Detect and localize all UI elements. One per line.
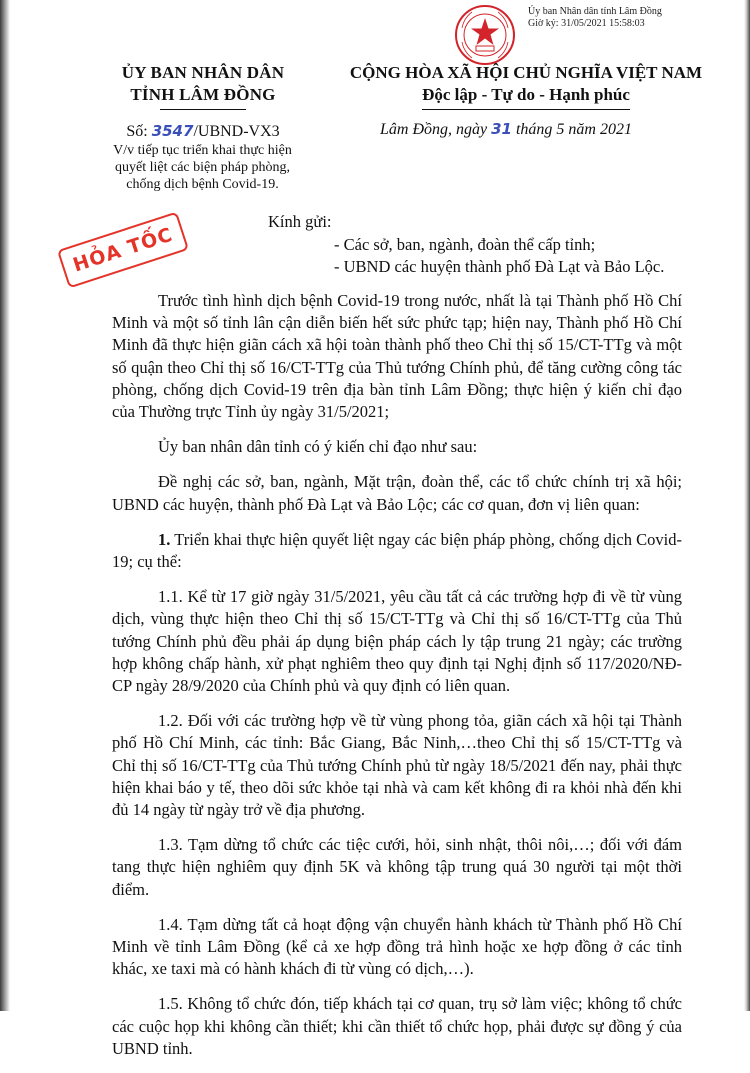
body-paragraph-1-4: 1.4. Tạm dừng tất cả hoạt động vận chuyển hành khách từ Thành phố Hồ Chí Minh về tỉnh Lâm Đồng (kể cả xe hợp đồng trả hình hoặc xe hợp đồng ở các tỉnh khác, xe taxi mà có hành khách đi từ vùng có dịch,…). <box>112 914 682 979</box>
body-paragraph: Đề nghị các sở, ban, ngành, Mặt trận, đoàn thể, các tổ chức chính trị xã hội; UBND các huyện, thành phố Đà Lạt và Bảo Lộc; các cơ quan, đơn vị liên quan: <box>112 472 682 514</box>
signature-signer: Ủy ban Nhân dân tỉnh Lâm Đồng <box>528 6 662 17</box>
body-paragraph: Trước tình hình dịch bệnh Covid-19 trong nước, nhất là tại Thành phố Hồ Chí Minh và một số tỉnh lân cận diễn biến hết sức phức tạp; hiện nay, Thành phố Hồ Chí Minh đã thực hiện giãn cách xã hội toàn thành phố theo Chỉ thị số 15/CT-TTg và một số quận theo Chỉ thị số 16/CT-TTg của Thủ tướng Chính phủ, để tăng cường công tác phòng, chống dịch Covid-19 trên địa bàn tỉnh Lâm Đồng; thực hiện ý kiến chỉ đạo của Thường trực Tỉnh ủy ngày 31/5/2021; <box>112 291 682 422</box>
document-number-prefix: Số: <box>126 123 152 140</box>
agency-underline <box>160 109 246 110</box>
date-suffix: tháng 5 năm 2021 <box>511 121 632 138</box>
body-paragraph-1-5: 1.5. Không tổ chức đón, tiếp khách tại cơ quan, trụ sở làm việc; không tổ chức các cuộc họp khi không cần thiết; khi cần thiết tổ chức họp, phải được sự đồng ý của UBND tỉnh. <box>112 994 682 1058</box>
document-number-handwritten: 3547 <box>151 122 194 140</box>
national-emblem-seal-icon <box>454 4 516 66</box>
urgent-stamp: HỎA TỐC <box>57 212 189 289</box>
date-prefix: Lâm Đồng, ngày <box>380 121 492 138</box>
document-body <box>112 290 682 1073</box>
date-day-handwritten: 31 <box>491 120 512 138</box>
subject-line: quyết liệt các biện pháp phòng, <box>115 160 290 175</box>
recipient-item: - UBND các huyện thành phố Đà Lạt và Bảo Lộc. <box>334 257 665 276</box>
motto-underline <box>422 109 630 110</box>
body-paragraph-1-2: 1.2. Đối với các trường hợp về từ vùng phong tỏa, giãn cách xã hội tại Thành phố Hồ Chí Minh, các tỉnh: Bắc Giang, Bắc Ninh,…theo Chỉ thị số 15/CT-TTg và Chỉ thị số 16/CT-TTg của Thủ tướng Chính phủ từ ngày 18/5/2021 đến nay, phải thực hiện khai báo y tế, theo dõi sức khỏe tại nhà và cam kết không đi ra khỏi nhà đến khi đủ 14 ngày từ ngày trở về địa phương. <box>112 711 682 820</box>
body-paragraph-1-1: 1.1. Kể từ 17 giờ ngày 31/5/2021, yêu cầu tất cả các trường hợp đi về từ vùng dịch, vùng thực hiện theo Chỉ thị số 15/CT-TTg và Chỉ thị số 16/CT-TTg của Thủ tướng Chính phủ đều phải áp dụng biện pháp cách ly tập trung 21 ngày; các trường hợp không chấp hành, xử phạt nghiêm theo quy định tại Nghị định số 117/2020/NĐ-CP ngày 28/9/2020 của Chính phủ và quy định có liên quan. <box>112 587 682 696</box>
document-number-suffix: /UBND-VX3 <box>193 123 280 140</box>
document-number <box>103 121 303 142</box>
greeting-label: Kính gửi: <box>268 212 332 231</box>
body-paragraph: Ủy ban nhân dân tỉnh có ý kiến chỉ đạo như sau: <box>158 437 478 457</box>
subject-line: chống dịch bệnh Covid-19. <box>126 177 279 192</box>
subject-line: V/v tiếp tục triển khai thực hiện <box>113 143 292 158</box>
national-title: CỘNG HÒA XÃ HỘI CHỦ NGHĨA VIỆT NAM <box>349 63 703 82</box>
scan-left-edge <box>0 0 10 1011</box>
agency-header <box>98 62 308 110</box>
body-paragraph-section-1 <box>112 529 682 573</box>
national-header <box>316 62 736 110</box>
agency-name-line1: ỦY BAN NHÂN DÂN <box>121 63 285 82</box>
section-text: Triển khai thực hiện quyết liệt ngay các biện pháp phòng, chống dịch Covid-19; cụ thể: <box>112 529 682 572</box>
document-subject <box>95 142 310 193</box>
section-number: 1. <box>158 529 171 549</box>
recipient-item: - Các sở, ban, ngành, đoàn thể cấp tỉnh; <box>334 235 596 254</box>
agency-name-line2: TỈNH LÂM ĐỒNG <box>130 85 276 104</box>
body-paragraph-1-3: 1.3. Tạm dừng tổ chức các tiệc cưới, hỏi, sinh nhật, thôi nôi,…; đối với đám tang thực hiện nghiêm quy định 5K và không tập trung quá 30 người tại một thời điểm. <box>112 835 682 899</box>
national-motto: Độc lập - Tự do - Hạnh phúc <box>422 85 630 104</box>
signature-time: Giờ ký: 31/05/2021 15:58:03 <box>528 18 645 29</box>
scan-right-edge <box>744 0 750 1011</box>
digital-signature-info <box>528 6 662 30</box>
document-date <box>380 118 632 141</box>
